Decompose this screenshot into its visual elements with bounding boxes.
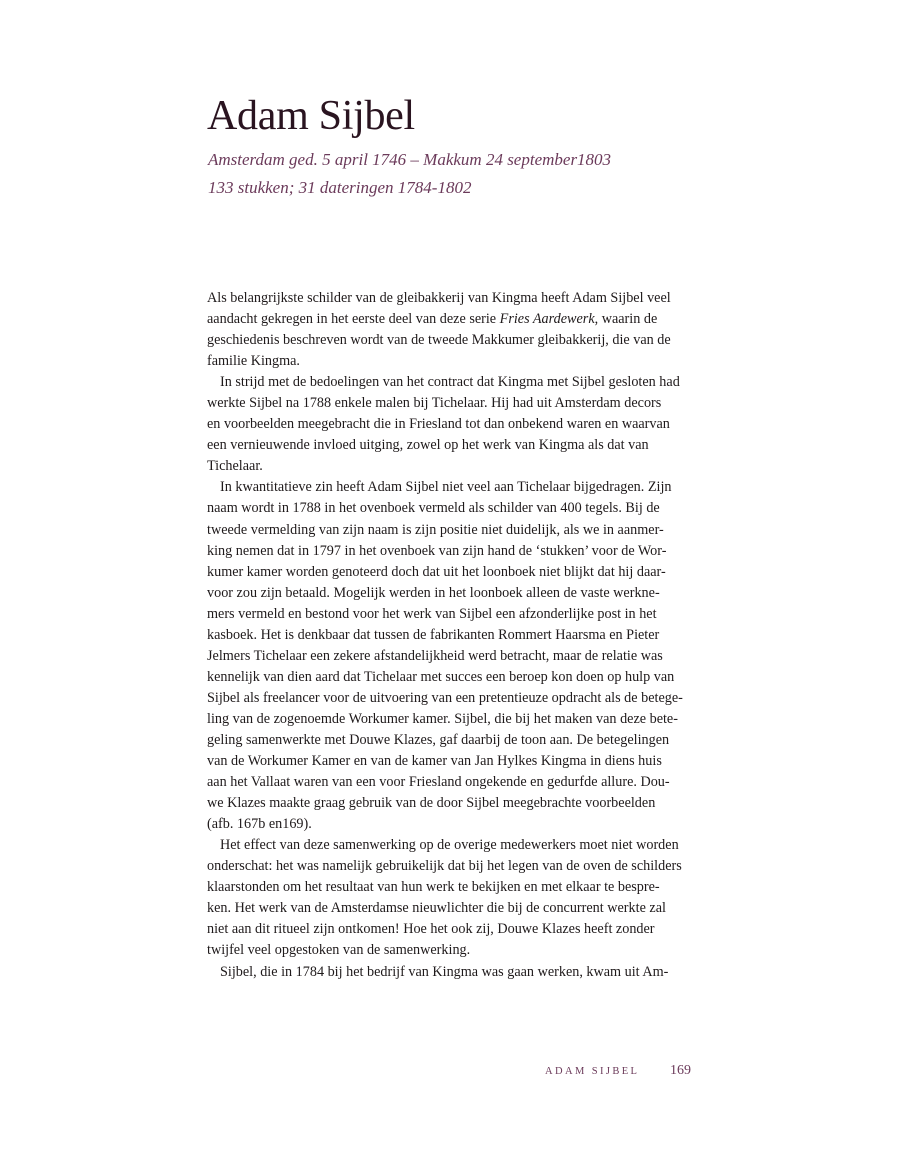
text-line: Sijbel als freelancer voor de uitvoering van een pretentieuze opdracht als de betege- [207,689,683,706]
text-line: ken. Het werk van de Amsterdamse nieuwlichter die bij de concurrent werkte zal [207,900,666,917]
text-line: klaarstonden om het resultaat van hun werk te bekijken en met elkaar te bespre- [207,879,660,896]
body-text [207,288,699,983]
text-line: ling van de zogenoemde Workumer kamer. Sijbel, die bij het maken van deze bete- [207,710,678,727]
text-line: Het effect van deze samenwerking op de overige medewerkers moet niet worden [220,837,679,854]
text-line: In kwantitatieve zin heeft Adam Sijbel niet veel aan Tichelaar bijgedragen. Zijn [220,479,672,496]
text-line: niet aan dit ritueel zijn ontkomen! Hoe het ook zij, Douwe Klazes heeft zonder [207,921,655,938]
italic-title: Fries Aardewerk [499,311,595,328]
text-line: kumer kamer worden genoteerd doch dat uit het loonboek niet blijkt dat hij daar- [207,563,666,580]
text-line: voor zou zijn betaald. Mogelijk werden in het loonboek alleen de vaste werkne- [207,584,660,601]
text-line: we Klazes maakte graag gebruik van de door Sijbel meegebrachte voorbeelden [207,795,656,812]
text-line: onderschat: het was namelijk gebruikelijk dat bij het legen van de oven de schilders [207,858,682,875]
page-number: 169 [670,1063,691,1078]
text-line: een vernieuwende invloed uitging, zowel op het werk van Kingma als dat van [207,437,649,454]
text-line: Jelmers Tichelaar een zekere afstandelijkheid werd betracht, maar de relatie was [207,647,663,664]
text-line: werkte Sijbel na 1788 enkele malen bij Tichelaar. Hij had uit Amsterdam decors [207,395,662,412]
text-line: naam wordt in 1788 in het ovenboek vermeld als schilder van 400 tegels. Bij de [207,500,660,517]
text-line: twijfel veel opgestoken van de samenwerking. [207,942,471,959]
text-line: (afb. 167b en169). [207,816,312,833]
text-line: kennelijk van dien aard dat Tichelaar met succes een beroep kon doen op hulp van [207,668,675,685]
text-segment: aandacht gekregen in het eerste deel van deze serie [207,311,500,328]
text-line: mers vermeld en bestond voor het werk van Sijbel een afzonderlijke post in het [207,605,657,622]
text-line: king nemen dat in 1797 in het ovenboek van zijn hand de ‘stukken’ voor de Wor- [207,542,667,559]
text-line: tweede vermelding van zijn naam is zijn positie niet duidelijk, als we in aanmer- [207,521,664,538]
text-line: geschiedenis beschreven wordt van de tweede Makkumer gleibakkerij, die van de [207,332,671,349]
text-line [207,309,699,330]
subtitle-counts: 133 stukken; 31 dateringen 1784-1802 [208,178,472,197]
text-line: Tichelaar. [207,458,263,475]
page-title: Adam Sijbel [207,93,415,139]
text-line: familie Kingma. [207,353,300,370]
running-head: ADAM SIJBEL [545,1066,640,1077]
text-line: In strijd met de bedoelingen van het contract dat Kingma met Sijbel gesloten had [220,374,680,391]
text-line: Sijbel, die in 1784 bij het bedrijf van Kingma was gaan werken, kwam uit Am- [220,963,669,980]
text-line: geling samenwerkte met Douwe Klazes, gaf daarbij de toon aan. De betegelingen [207,731,670,748]
text-line: aan het Vallaat waren van een voor Friesland ongekende en gedurfde allure. Dou- [207,774,670,791]
text-line: van de Workumer Kamer en van de kamer van Jan Hylkes Kingma in diens huis [207,753,662,770]
subtitle-dates: Amsterdam ged. 5 april 1746 – Makkum 24 september1803 [208,150,612,169]
text-segment: , waarin de [594,311,658,328]
text-line: en voorbeelden meegebracht die in Friesland tot dan onbekend waren en waarvan [207,416,670,433]
text-line: Als belangrijkste schilder van de gleibakkerij van Kingma heeft Adam Sijbel veel [207,290,671,306]
text-line: kasboek. Het is denkbaar dat tussen de fabrikanten Rommert Haarsma en Pieter [207,626,660,643]
